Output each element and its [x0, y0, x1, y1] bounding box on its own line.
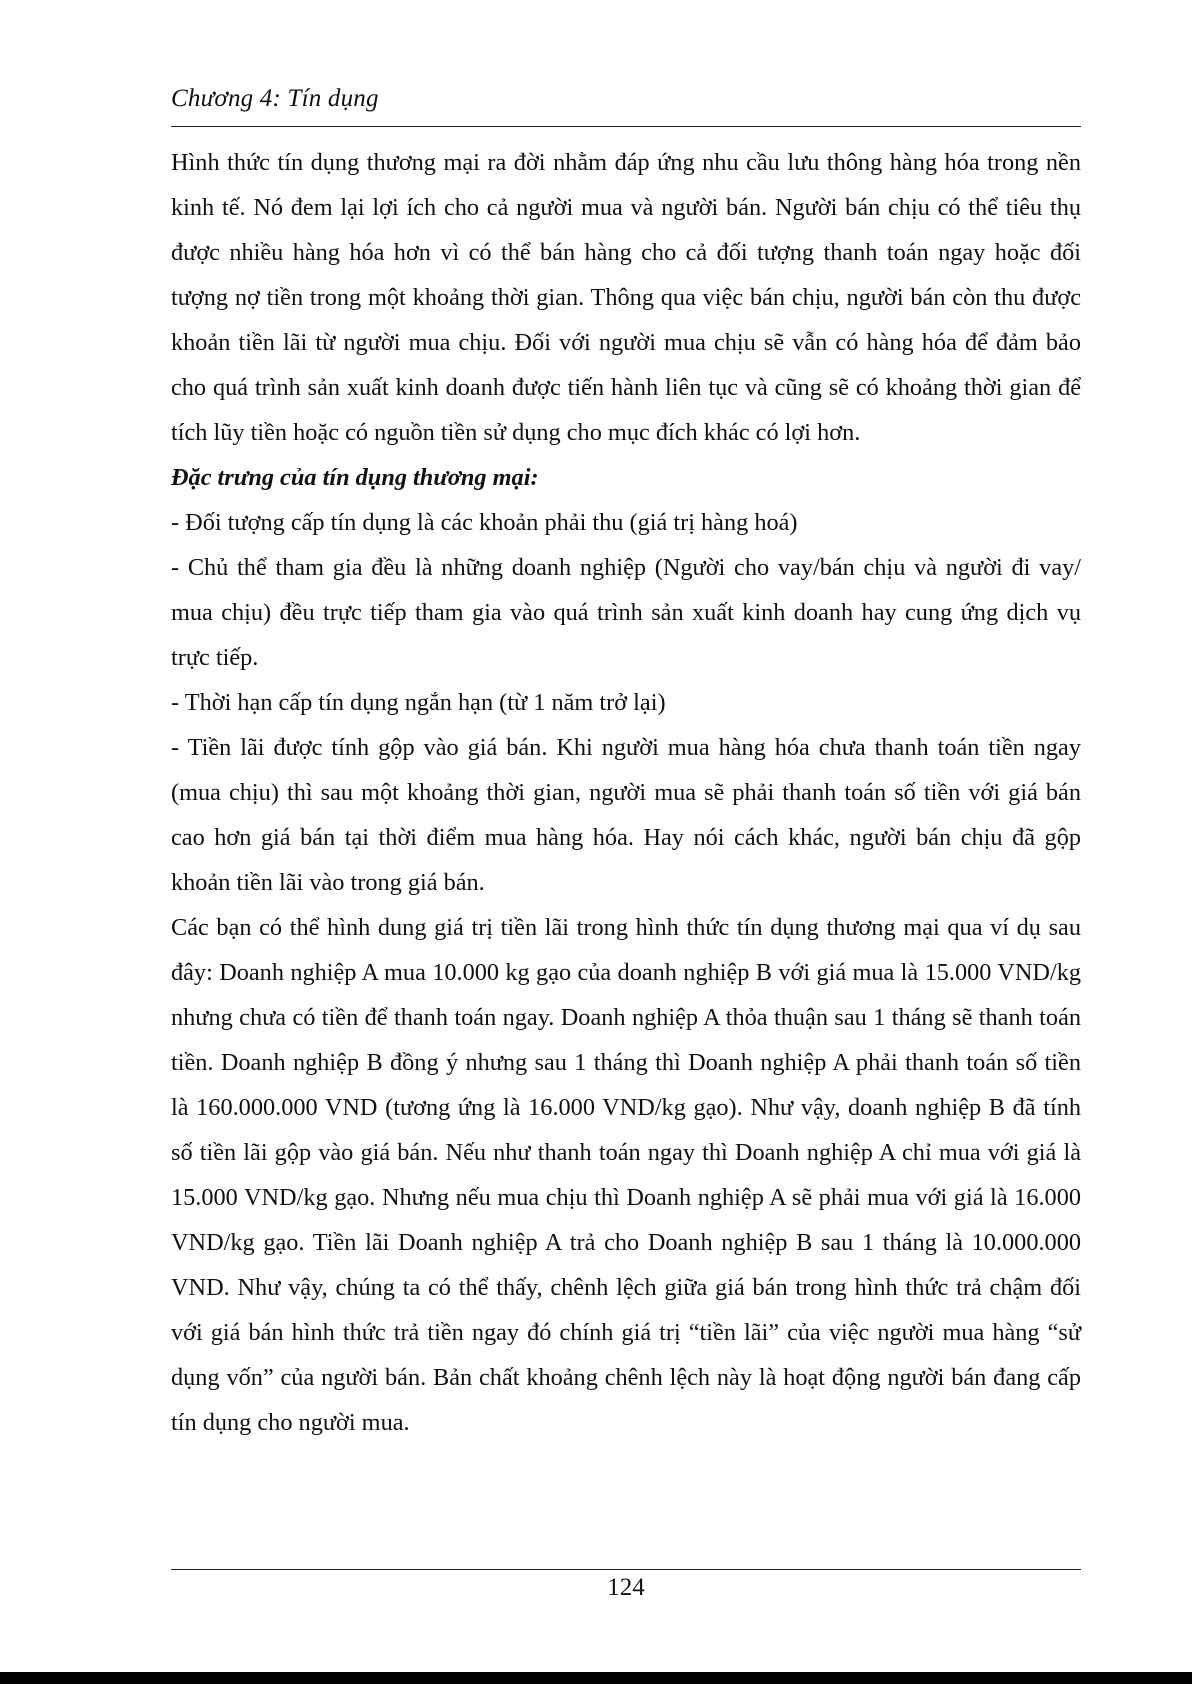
feature-item-interest: - Tiền lãi được tính gộp vào giá bán. Khi người mua hàng hóa chưa thanh toán tiền ngay (mua chịu) thì sau một khoảng thời gian, người mua sẽ phải thanh toán số tiền với giá bán cao hơn giá bán tại thời điểm mua hàng hóa. Hay nói cách khác, người bán chịu đã gộp khoản tiền lãi vào trong giá bán.	[171, 734, 1081, 896]
feature-item-term: - Thời hạn cấp tín dụng ngắn hạn (từ 1 năm trở lại)	[171, 689, 666, 716]
feature-item-parties: - Chủ thể tham gia đều là những doanh nghiệp (Người cho vay/bán chịu và người đi vay/ mua chịu) đều trực tiếp tham gia vào quá trình sản xuất kinh doanh hay cung ứng dịch vụ trực tiếp.	[171, 554, 1081, 671]
intro-paragraph: Hình thức tín dụng thương mại ra đời nhằm đáp ứng nhu cầu lưu thông hàng hóa trong nền kinh tế. Nó đem lại lợi ích cho cả người mua và người bán. Người bán chịu có thể tiêu thụ được nhiều hàng hóa hơn vì có thể bán hàng cho cả đối tượng thanh toán ngay hoặc đối tượng nợ tiền trong một khoảng thời gian. Thông qua việc bán chịu, người bán còn thu được khoản tiền lãi từ người mua chịu. Đối với người mua chịu sẽ vẫn có hàng hóa để đảm bảo cho quá trình sản xuất kinh doanh được tiến hành liên tục và cũng sẽ có khoảng thời gian để tích lũy tiền hoặc có nguồn tiền sử dụng cho mục đích khác có lợi hơn.	[171, 149, 1081, 446]
feature-item-subject: - Đối tượng cấp tín dụng là các khoản phải thu (giá trị hàng hoá)	[171, 509, 798, 536]
section-heading: Đặc trưng của tín dụng thương mại:	[171, 464, 539, 491]
chapter-title: Chương 4: Tín dụng	[171, 85, 379, 112]
page-number: 124	[607, 1574, 645, 1601]
page-header	[171, 80, 1081, 127]
example-paragraph: Các bạn có thể hình dung giá trị tiền lãi trong hình thức tín dụng thương mại qua ví dụ sau đây: Doanh nghiệp A mua 10.000 kg gạo của doanh nghiệp B với giá mua là 15.000 VND/kg nhưng chưa có tiền để thanh toán ngay. Doanh nghiệp A thỏa thuận sau 1 tháng sẽ thanh toán tiền. Doanh nghiệp B đồng ý nhưng sau 1 tháng thì Doanh nghiệp A phải thanh toán số tiền là 160.000.000 VND (tương ứng là 16.000 VND/kg gạo). Như vậy, doanh nghiệp B đã tính số tiền lãi gộp vào giá bán. Nếu như thanh toán ngay thì Doanh nghiệp A chỉ mua với giá là 15.000 VND/kg gạo. Nhưng nếu mua chịu thì Doanh nghiệp A sẽ phải mua với giá là 16.000 VND/kg gạo. Tiền lãi Doanh nghiệp A trả cho Doanh nghiệp B sau 1 tháng là 10.000.000 VND. Như vậy, chúng ta có thể thấy, chênh lệch giữa giá bán trong hình thức trả chậm đối với giá bán hình thức trả tiền ngay đó chính giá trị “tiền lãi” của việc người mua hàng “sử dụng vốn” của người bán. Bản chất khoảng chênh lệch này là hoạt động người bán đang cấp tín dụng cho người mua.	[171, 914, 1081, 1436]
page-body	[171, 140, 1081, 1445]
bottom-edge-bar	[0, 1672, 1192, 1684]
footer-divider	[171, 1569, 1081, 1570]
